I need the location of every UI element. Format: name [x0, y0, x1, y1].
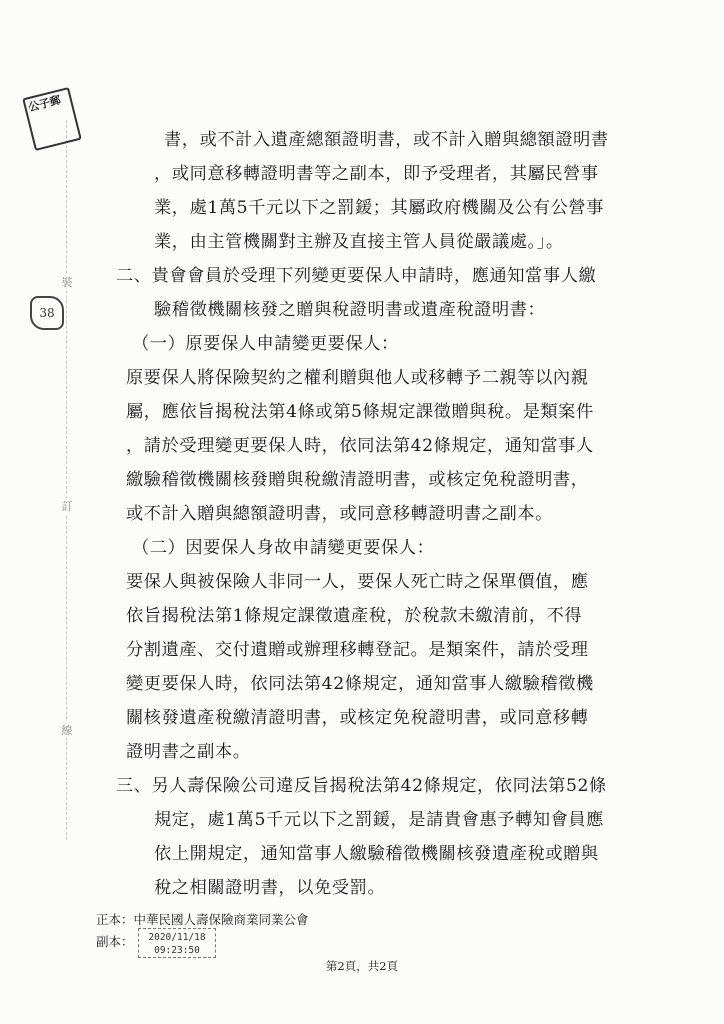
body-line: 變更要保人時，依同法第42條規定，通知當事人繳驗稽徵機: [126, 674, 594, 694]
stamp-time: 09:23:50: [154, 945, 200, 956]
body-line: 驗稽徵機關核發之贈與稅證明書或遺產稅證明書：: [154, 300, 546, 320]
body-line: ，或同意移轉證明書等之副本，即予受理者，其屬民營事: [154, 164, 599, 184]
stamp-date: 2020/11/18: [148, 932, 206, 943]
body-line: 繳驗稽徵機關核發贈與稅繳清證明書，或核定免稅證明書，: [126, 470, 589, 490]
body-line: 關核發遺產稅繳清證明書，或核定免稅證明書，或同意移轉: [126, 708, 589, 728]
binding-mark: 訂: [61, 500, 73, 513]
original-recipient: 正本：中華民國人壽保險商業同業公會: [96, 912, 309, 927]
subsection-heading: （二）因要保人身故申請變更要保人：: [132, 538, 435, 558]
body-line: 規定，處1萬5千元以下之罰鍰，是請貴會惠予轉知會員應: [154, 810, 604, 830]
body-line: 證明書之副本。: [126, 742, 251, 762]
binding-mark: 線: [61, 724, 73, 737]
body-line: 屬，應依旨揭稅法第4條或第5條規定課徵贈與稅。是類案件: [126, 402, 594, 422]
body-line: 書，或不計入遺產總額證明書，或不計入贈與總額證明書: [164, 130, 609, 150]
body-line: 原要保人將保險契約之權利贈與他人或移轉予二親等以內親: [126, 368, 589, 388]
date-stamp: [138, 928, 216, 958]
body-line: 要保人與被保險人非同一人，要保人死亡時之保單價值，應: [126, 572, 589, 592]
body-line: 業，由主管機關對主辦及直接主管人員從嚴議處。」。: [154, 232, 564, 252]
copy-recipient-label: 副本：: [96, 934, 134, 949]
subsection-heading: （一）原要保人申請變更要保人：: [132, 334, 399, 354]
page-seal: 38: [30, 296, 64, 330]
body-line: 或不計入贈與總額證明書，或同意移轉證明書之副本。: [126, 504, 553, 524]
office-seal: 公子郵: [22, 87, 82, 151]
body-line: 依上開規定，通知當事人繳驗稽徵機關核發遺產稅或贈與: [154, 844, 599, 864]
body-line: 稅之相關證明書，以免受罰。: [154, 878, 386, 898]
section-heading: 二、貴會會員於受理下列變更要保人申請時，應通知當事人繳: [116, 266, 597, 286]
body-line: 業，處1萬5千元以下之罰鍰；其屬政府機關及公有公營事: [154, 198, 604, 218]
section-heading: 三、另人壽保險公司違反旨揭稅法第42條規定，依同法第52條: [116, 776, 607, 796]
body-line: 分割遺產、交付遺贈或辦理移轉登記。是類案件，請於受理: [126, 640, 589, 660]
page-number: 第2頁，共2頁: [325, 959, 399, 973]
binding-mark: 裝: [61, 276, 73, 289]
body-line: ，請於受理變更要保人時，依同法第42條規定，通知當事人: [126, 436, 594, 456]
body-line: 依旨揭稅法第1條規定課徵遺產稅，於稅款未繳清前，不得: [126, 606, 583, 626]
